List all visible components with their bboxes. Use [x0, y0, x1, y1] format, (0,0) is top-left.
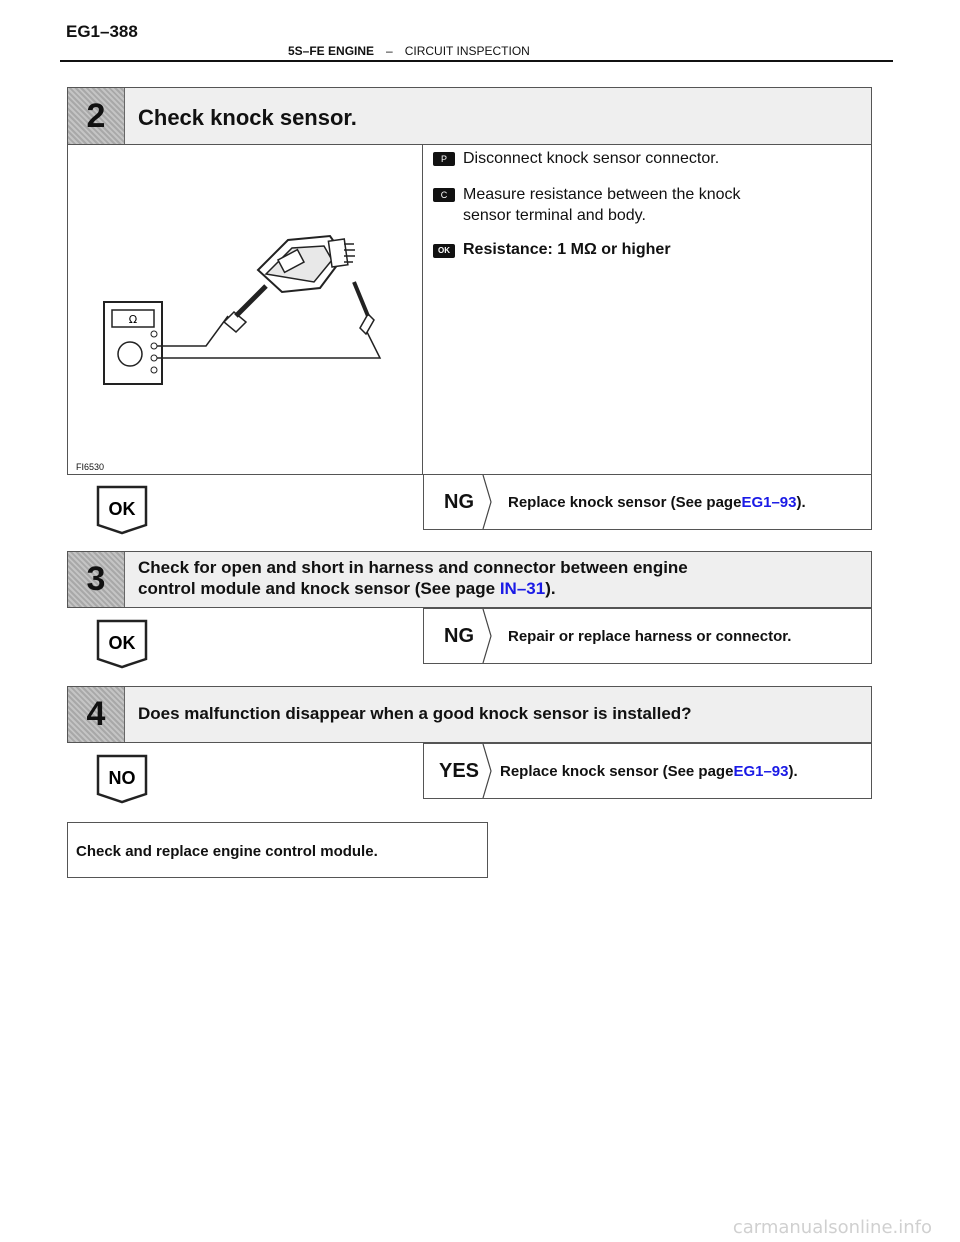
chevron-icon: [482, 475, 492, 529]
instruction-disconnect: [433, 150, 719, 168]
chevron-icon: [482, 744, 492, 798]
page-link-eg1-93-b[interactable]: EG1–93: [733, 762, 789, 780]
step-3-title: [138, 557, 861, 599]
page-link-eg1-93[interactable]: EG1–93: [741, 493, 797, 511]
ng-label-step-3: NG: [444, 624, 474, 647]
instruction-1-text: Disconnect knock sensor connector.: [463, 150, 720, 167]
ok-label-step-2: OK: [108, 499, 136, 519]
step-3-number: 3: [68, 552, 125, 607]
page-number: EG1–388: [66, 22, 138, 41]
ng-action-text: Replace knock sensor (See page: [508, 493, 742, 511]
step-3-title-line1: Check for open and short in harness and connector between engine: [138, 558, 688, 577]
ng-action-step-2: [508, 475, 806, 529]
step-3-title-suffix: ).: [545, 579, 556, 598]
p-icon: P: [433, 152, 455, 166]
final-action-box: [67, 822, 488, 878]
yes-action-text: Replace knock sensor (See page: [500, 762, 734, 780]
resistance-spec: [433, 241, 671, 259]
step-3-bar: [67, 551, 872, 608]
no-label-step-4: NO: [108, 768, 136, 788]
page-link-in-31[interactable]: IN–31: [499, 579, 546, 598]
c-icon: C: [433, 188, 455, 202]
yes-action-step-4: [500, 744, 798, 798]
ng-action-step-3: Repair or replace harness or connector.: [508, 627, 792, 645]
ng-result-step-3: [423, 608, 872, 664]
step-4-title: Does malfunction disappear when a good knock sensor is installed?: [138, 704, 692, 723]
instruction-2-line2: sensor terminal and body.: [463, 207, 646, 224]
figure-code: FI6530: [76, 462, 105, 472]
section-title: 5S–FE ENGINE: [288, 44, 375, 58]
step-2-panel: [67, 144, 872, 475]
ok-badge-step-2: [96, 485, 148, 535]
subsection-title: CIRCUIT INSPECTION: [404, 44, 530, 58]
header-rule: [60, 60, 893, 62]
instruction-measure: [433, 184, 740, 226]
step-3-title-line2: control module and knock sensor (See page: [138, 579, 500, 598]
yes-result-step-4: [423, 743, 872, 799]
ng-result-step-2: [423, 474, 872, 530]
section-header: [288, 44, 530, 58]
no-badge-step-4: [96, 754, 148, 804]
step-4-bar: [67, 686, 872, 743]
step-2-number: 2: [68, 88, 125, 144]
final-action-text: Check and replace engine control module.: [76, 843, 378, 860]
spec-text: Resistance: 1 MΩ or higher: [463, 241, 671, 258]
ok-badge-step-3: [96, 619, 148, 669]
ok-spec-icon: OK: [433, 244, 455, 258]
ng-action-suffix: ).: [796, 493, 806, 511]
ohm-symbol: Ω: [128, 313, 138, 326]
step-2-title: Check knock sensor.: [138, 105, 357, 130]
step-4-number: 4: [68, 687, 125, 742]
ok-label-step-3: OK: [108, 633, 136, 653]
instruction-2-line1: Measure resistance between the knock: [463, 186, 741, 203]
panel-divider: [422, 144, 423, 474]
knock-sensor-illustration: [68, 144, 422, 474]
step-2-bar: [67, 87, 872, 145]
yes-action-suffix: ).: [788, 762, 798, 780]
ng-label-step-2: NG: [444, 490, 474, 513]
watermark: carmanualsonline.info: [732, 1217, 932, 1238]
header-separator: –: [386, 44, 393, 58]
chevron-icon: [482, 609, 492, 663]
yes-label-step-4: YES: [438, 759, 480, 782]
